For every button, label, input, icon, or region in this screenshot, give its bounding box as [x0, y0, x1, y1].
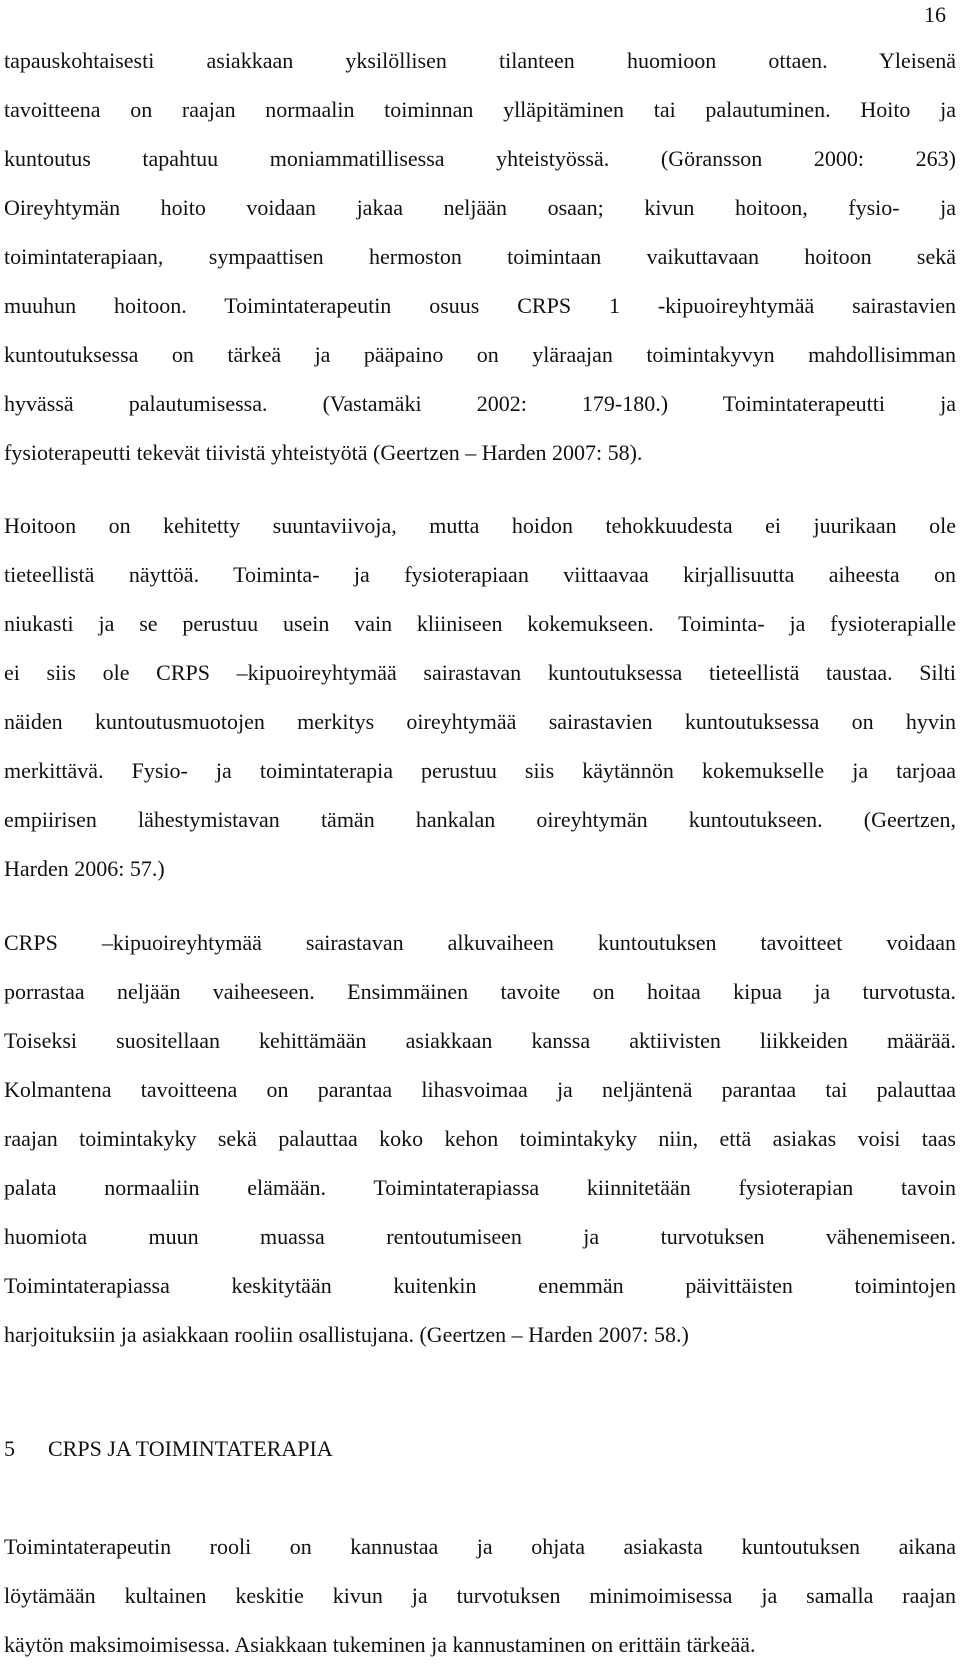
text-line: empiirisen lähestymistavan tämän hankalan oireyhtymän kuntoutukseen. (Geertzen,: [4, 807, 956, 832]
text-line: Oireyhtymän hoito voidaan jakaa neljään osaan; kivun hoitoon, fysio- ja: [4, 195, 956, 220]
text-line: raajan toimintakyky sekä palauttaa koko kehon toimintakyky niin, että asiakas voisi taas: [4, 1126, 956, 1151]
text-line: Toimintaterapeutin rooli on kannustaa ja ohjata asiakasta kuntoutuksen aikana: [4, 1534, 956, 1559]
text-line: Toiseksi suositellaan kehittämään asiakkaan kanssa aktiivisten liikkeiden määrää.: [4, 1028, 956, 1053]
paragraph-2: [4, 501, 956, 893]
section-title: CRPS JA TOIMINTATERAPIA: [48, 1436, 333, 1461]
text-line: näiden kuntoutusmuotojen merkitys oireyhtymää sairastavien kuntoutuksessa on hyvin: [4, 709, 956, 734]
text-line: käytön maksimoimisessa. Asiakkaan tukeminen ja kannustaminen on erittäin tärkeää.: [4, 1632, 756, 1657]
text-line: tavoitteena on raajan normaalin toiminnan ylläpitäminen tai palautuminen. Hoito ja: [4, 97, 956, 122]
text-line: kuntoutuksessa on tärkeä ja pääpaino on yläraajan toimintakyvyn mahdollisimman: [4, 342, 956, 367]
text-line: tapauskohtaisesti asiakkaan yksilöllisen tilanteen huomioon ottaen. Yleisenä: [4, 48, 956, 73]
text-line: porrastaa neljään vaiheeseen. Ensimmäinen tavoite on hoitaa kipua ja turvotusta.: [4, 979, 956, 1004]
text-line: Toimintaterapiassa keskitytään kuitenkin enemmän päivittäisten toimintojen: [4, 1273, 956, 1298]
text-line: Kolmantena tavoitteena on parantaa lihasvoimaa ja neljäntenä parantaa tai palauttaa: [4, 1077, 956, 1102]
text-line: Harden 2006: 57.): [4, 856, 165, 881]
paragraph-4: [4, 1522, 956, 1669]
text-line: löytämään kultainen keskitie kivun ja turvotuksen minimoimisessa ja samalla raajan: [4, 1583, 956, 1608]
text-line: toimintaterapiaan, sympaattisen hermoston toimintaan vaikuttavaan hoitoon sekä: [4, 244, 956, 269]
text-line: CRPS –kipuoireyhtymää sairastavan alkuvaiheen kuntoutuksen tavoitteet voidaan: [4, 930, 956, 955]
text-line: Hoitoon on kehitetty suuntaviivoja, mutta hoidon tehokkuudesta ei juurikaan ole: [4, 513, 956, 538]
text-line: kuntoutus tapahtuu moniammatillisessa yhteistyössä. (Göransson 2000: 263): [4, 146, 956, 171]
section-heading: [4, 1429, 333, 1469]
text-line: niukasti ja se perustuu usein vain kliiniseen kokemukseen. Toiminta- ja fysioterapialle: [4, 611, 956, 636]
paragraph-3: [4, 918, 956, 1359]
text-line: harjoituksiin ja asiakkaan rooliin osallistujana. (Geertzen – Harden 2007: 58.): [4, 1322, 689, 1347]
text-line: palata normaaliin elämään. Toimintaterapiassa kiinnitetään fysioterapian tavoin: [4, 1175, 956, 1200]
text-line: tieteellistä näyttöä. Toiminta- ja fysioterapiaan viittaavaa kirjallisuutta aiheesta on: [4, 562, 956, 587]
text-line: muuhun hoitoon. Toimintaterapeutin osuus CRPS 1 -kipuoireyhtymää sairastavien: [4, 293, 956, 318]
text-line: ei siis ole CRPS –kipuoireyhtymää sairastavan kuntoutuksessa tieteellistä taustaa. Silti: [4, 660, 956, 685]
page-number: 16: [924, 2, 946, 27]
text-line: merkittävä. Fysio- ja toimintaterapia perustuu siis käytännön kokemukselle ja tarjoaa: [4, 758, 956, 783]
text-line: fysioterapeutti tekevät tiivistä yhteistyötä (Geertzen – Harden 2007: 58).: [4, 440, 643, 465]
section-number: 5: [4, 1436, 15, 1461]
paragraph-1: [4, 36, 956, 477]
text-line: hyvässä palautumisessa. (Vastamäki 2002: 179-180.) Toimintaterapeutti ja: [4, 391, 956, 416]
text-line: huomiota muun muassa rentoutumiseen ja turvotuksen vähenemiseen.: [4, 1224, 956, 1249]
